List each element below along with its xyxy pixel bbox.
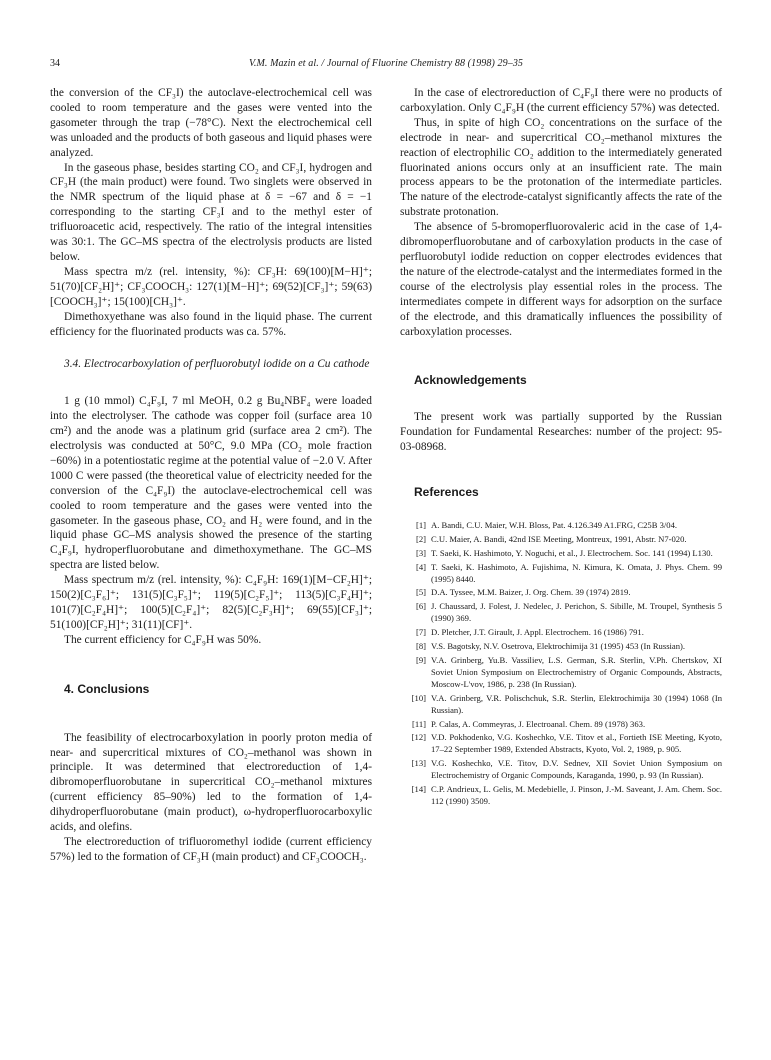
paragraph: In the gaseous phase, besides starting CO₂ and CF₃I, hydrogen and CF₃H (the main product) were found. Two singlets were observed in the NMR spectrum of the liquid phase at δ = −67 and δ = −1 corresponding to the starting CF₃I and to the methyl ester of trifluoroacetic acid, respectively. The ratio of the integral intensities was 30:1. The GC–MS spectra of the electrolysis products are listed below. (50, 161, 372, 263)
reference-label: [9] (415, 655, 426, 665)
reference-label: [7] (415, 627, 426, 638)
reference-text: T. Saeki, K. Hashimoto, Y. Noguchi, et al., J. Electrochem. Soc. 141 (1994) L130. (431, 547, 713, 558)
reference-label: [2] (415, 533, 426, 544)
reference-label: [13] (411, 758, 426, 769)
section-heading: 4. Conclusions (64, 681, 150, 696)
reference-item (400, 655, 722, 691)
reference-text: V.D. Pokhodenko, V.G. Koshechko, V.E. Titov et al., Fortieth ISE Meeting, Kyoto, 17–22 September 1989, Extended Abstracts, Kyoto, Vol. 2, 1989, p. 905. (431, 732, 722, 755)
reference-label: [11] (412, 718, 426, 729)
reference-item (400, 732, 722, 756)
paragraph: the conversion of the CF₃I) the autoclave-electrochemical cell was cooled to room temperature and the gases were vented into the gasometer through the trap (−78°C). Next the electrochemical cell was unloaded and the products of both gaseous and liquid phases were analyzed. (50, 87, 372, 159)
right-column (400, 86, 722, 810)
reference-item (400, 627, 722, 639)
reference-item (400, 587, 722, 599)
acknowledgements-text: The present work was partially supported by the Russian Foundation for Fundamental Researches: number of the project: 95-03-08968. (400, 411, 722, 454)
reference-label: [8] (415, 641, 426, 652)
reference-item (400, 562, 722, 586)
reference-text: T. Saeki, K. Hashimoto, A. Fujishima, N. Kimura, K. Omata, J. Phys. Chem. 99 (1995) 8440. (431, 561, 722, 584)
reference-text: C.P. Andrieux, L. Gelis, M. Medebielle, J. Pinson, J.-M. Saveant, J. Am. Chem. Soc. 112 (1990) 3509. (431, 784, 722, 806)
reference-text: D. Pletcher, J.T. Girault, J. Appl. Electrochem. 16 (1986) 791. (431, 627, 644, 638)
reference-text: D.A. Tyssee, M.M. Baizer, J. Org. Chem. 39 (1974) 2819. (431, 587, 631, 598)
paragraph: 1 g (10 mmol) C₄F₉I, 7 ml MeOH, 0.2 g Bu₄NBF₄ were loaded into the electrolyser. The cathode was copper foil (surface area 10 cm²) and the anode was a platinum grid (surface area 2 cm²). The electrolysis was conducted at 50°C, 9.0 MPa (CO₂ mole fraction −60%) in a potentiostatic regime at the potential value of −2.0 V. After 1000 C were passed (the theoretical value of electricity needed for the conversion of the C₄F₉I) the autoclave-electrochemical cell was cooled to room temperature and the gases were vented into the gasometer. In the gaseous phase, CO₂ and H₂ were found, and in the liquid phase GC–MS analysis showed the presence of the starting C₄F₉I, hydroperfluorobutane and dimethoxymethane. The GC–MS spectra are listed below. (50, 395, 372, 572)
reference-text: A. Bandi, C.U. Maier, W.H. Bloss, Pat. 4.126.349 A1.FRG, C25B 3/04. (431, 519, 678, 530)
reference-label: [14] (411, 784, 426, 795)
paragraph: The feasibility of electrocarboxylation in poorly proton media of near- and supercritical mixtures of CO₂–methanol was shown in principle. It was determined that electroreduction of 1,4-dibromoperfluorobutane in supercritical CO₂–methanol mixtures (current efficiency 85–90%) led to the formation of 1,4-dihydroperfluorobutane (main product), ω-hydroperfluorocarboxylic acids, and olefins. (50, 731, 372, 834)
reference-list (400, 520, 722, 808)
subsection-heading: 3.4. Electrocarboxylation of perfluorobutyl iodide on a Cu cathode (64, 358, 370, 371)
acknowledgements-heading: Acknowledgements (414, 373, 527, 388)
page-number: 34 (50, 58, 60, 69)
page-header (50, 58, 722, 72)
reference-text: V.A. Grinberg, Yu.B. Vassiliev, L.S. German, S.R. Sterlin, V.Ph. Chertskov, XI Soviet Union Symposium on Electrochemistry of Organic Compounds, Abstracts, Moscow-L'vov, 1986, p. 238 (In Russian). (431, 655, 722, 689)
reference-label: [12] (411, 732, 426, 743)
reference-text: P. Calas, A. Commeyras, J. Electroanal. Chem. 89 (1978) 363. (431, 718, 646, 729)
paragraph: The current efficiency for C₄F₉H was 50%. (64, 633, 262, 646)
reference-label: [1] (415, 519, 426, 530)
left-column (50, 86, 372, 865)
paragraph: Thus, in spite of high CO₂ concentrations on the surface of the electrode in near- and supercritical CO₂–methanol mixtures the reaction of electrophilic CO₂ addition to the intermediately generated fluorinated anions occurs only at an insufficient rate. The main process appears to be the protonation of the intermediate particles. The nature of the electrode-catalyst significantly affects the rate of the substrate protonation. (400, 116, 722, 219)
reference-text: C.U. Maier, A. Bandi, 42nd ISE Meeting, Montreux, 1991, Abstr. N7-020. (431, 533, 687, 544)
running-head: V.M. Mazin et al. / Journal of Fluorine Chemistry 88 (1998) 29–35 (248, 58, 524, 69)
reference-item (400, 784, 722, 808)
reference-item (400, 693, 722, 717)
reference-label: [6] (415, 601, 426, 612)
paragraph: The absence of 5-bromoperfluorovaleric acid in the case of 1,4-dibromoperfluorobutane and of carboxylation products in the case of perfluorobutyl iodide reduction on copper electrodes evidences that the nature of the electrode-catalyst and the intermediates formed in the course of the electrolysis play essential roles in the process. The intermediates compete in different ways for adsorption on the surface of the electrode, and this dramatically influences the possibility of carboxylation processes. (400, 221, 722, 338)
reference-text: V.G. Koshechko, V.E. Titov, D.V. Sednev, XII Soviet Union Symposium on Electrochemistry of Organic Compounds, Karaganda, 1990, p. 93 (In Russian). (431, 758, 722, 781)
paragraph: Dimethoxyethane was also found in the liquid phase. The current efficiency for the fluorinated products was ca. 57%. (50, 310, 372, 338)
reference-text: V.A. Grinberg, V.R. Polischchuk, S.R. Sterlin, Elektrochimija 30 (1994) 1068 (In Russian). (431, 692, 722, 715)
paragraph: In the case of electroreduction of C₄F₉I there were no products of carboxylation. Only C₄F₉H (the current efficiency 57%) was detected. (400, 87, 722, 114)
reference-label: [5] (415, 587, 426, 598)
reference-item (400, 548, 722, 560)
reference-item (400, 758, 722, 782)
references-heading: References (414, 485, 479, 500)
reference-item (400, 534, 722, 546)
reference-label: [3] (415, 547, 426, 558)
reference-item (400, 601, 722, 625)
reference-item (400, 641, 722, 653)
reference-text: J. Chaussard, J. Folest, J. Nedelec, J. Perichon, S. Sibille, M. Troupel, Synthesis 5 (1990) 369. (431, 601, 722, 624)
reference-label: [10] (411, 692, 426, 703)
paragraph: Mass spectra m/z (rel. intensity, %): CF₃H: 69(100)[M−H]⁺; 51(70)[CF₂H]⁺; CF₃COOCH₃: 127(1)[M−H]⁺; 69(52)[CF₃]⁺; 59(63)[COOCH₃]⁺; 15(100)[CH₃]⁺. (50, 265, 372, 308)
reference-label: [4] (415, 561, 426, 572)
paragraph: The electroreduction of trifluoromethyl iodide (current efficiency 57%) led to the formation of CF₃H (main product) and CF₃COOCH₃. (50, 835, 372, 863)
paragraph: Mass spectrum m/z (rel. intensity, %): C₄F₉H: 169(1)[M−CF₂H]⁺; 150(2)[C₃F₆]⁺; 131(5)[C₃F₅]⁺; 119(5)[C₂F₅]⁺; 113(5)[C₃F₄H]⁺; 101(7)[C₂F₄H]⁺; 100(5)[C₂F₄]⁺; 82(5)[C₂F₃H]⁺; 69(55)[CF₃]⁺; 51(100)[CF₂H]⁺; 31(11)[CF]⁺. (50, 574, 372, 631)
reference-item (400, 520, 722, 532)
reference-text: V.S. Bagotsky, N.V. Osetrova, Elektrochimija 31 (1995) 453 (In Russian). (431, 641, 686, 652)
reference-item (400, 719, 722, 731)
